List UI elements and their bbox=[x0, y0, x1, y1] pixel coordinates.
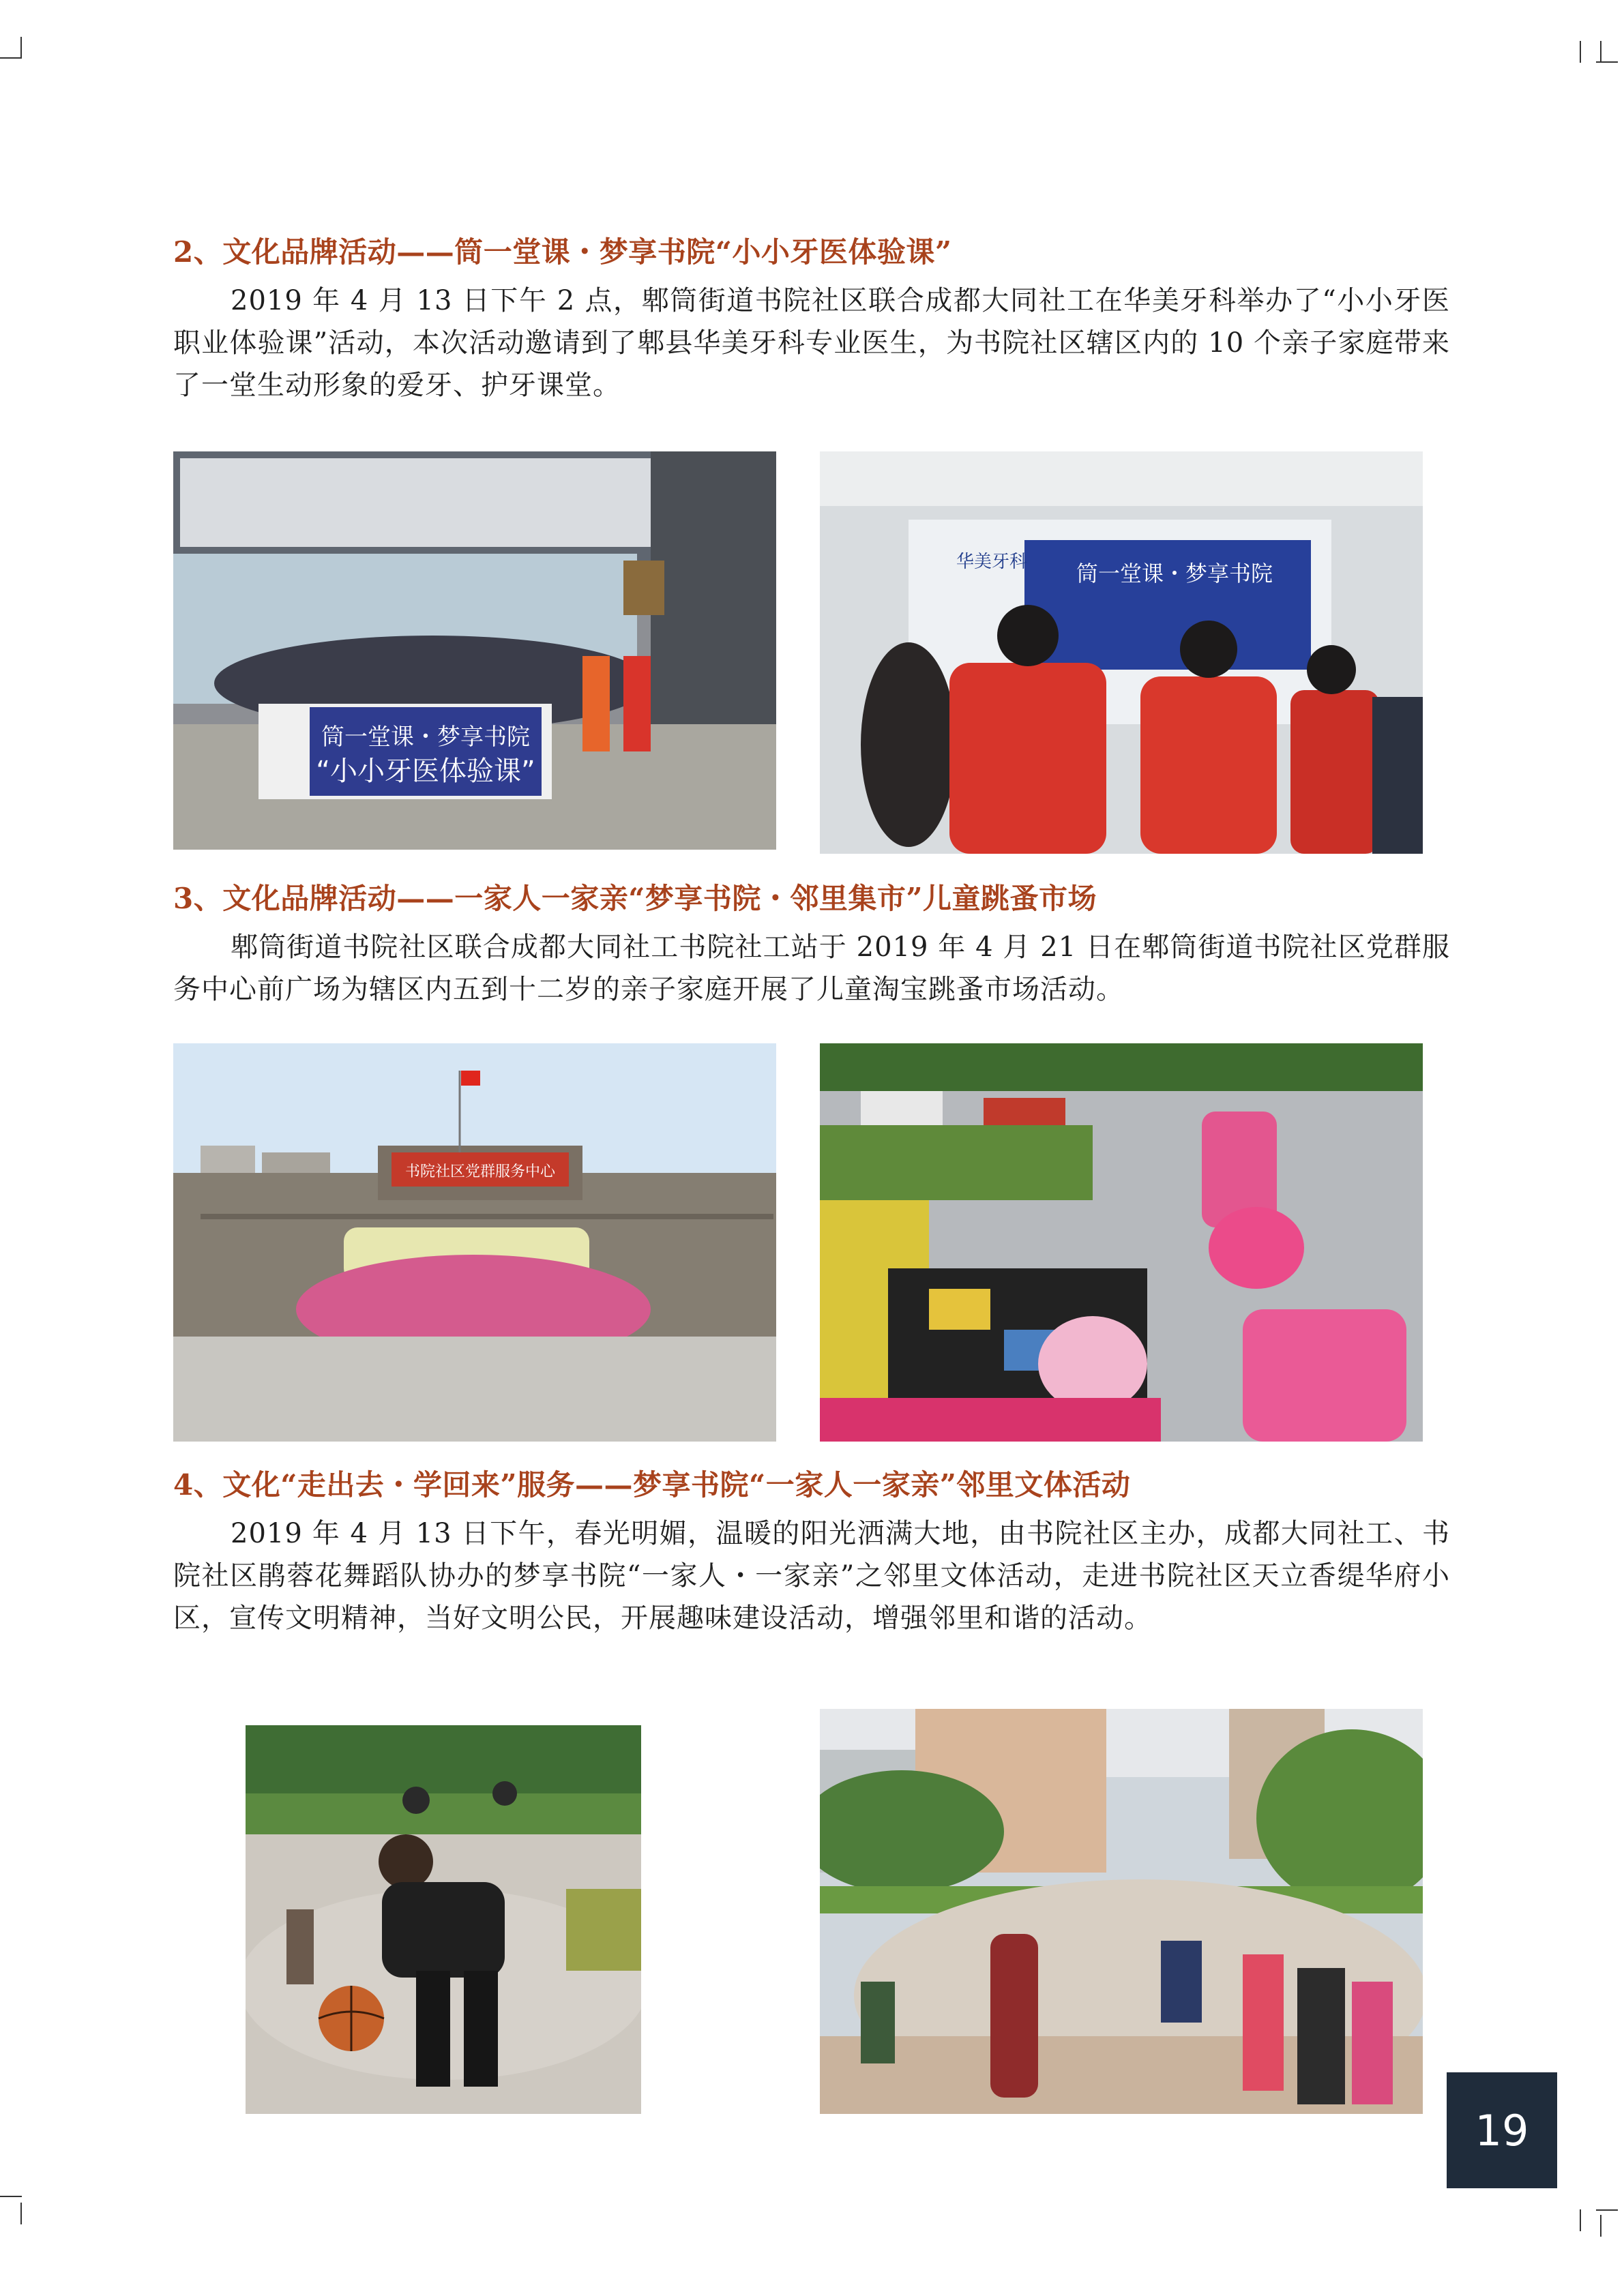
banner-line2: “小小牙医体验课” bbox=[316, 756, 535, 787]
section-paragraph: 2019 年 4 月 13 日下午 2 点，郫筒街道书院社区联合成都大同社工在华美牙科举办了“小小牙医职业体验课”活动，本次活动邀请到了郫县华美牙科专业医生，为书院社区辖区内的 10 个亲子家庭带来了一堂生动形象的爱牙、护牙课堂。 bbox=[173, 285, 1450, 401]
page-number: 19 bbox=[1447, 2072, 1557, 2188]
photo-flea-market-group bbox=[173, 1043, 776, 1442]
crop-mark-top-right bbox=[1576, 41, 1603, 68]
photo-dental-lecture bbox=[820, 451, 1423, 854]
photo-dental-group bbox=[173, 451, 776, 850]
crop-mark-bottom-left bbox=[0, 2196, 27, 2223]
photo-flea-market-stalls bbox=[820, 1043, 1423, 1442]
section-heading: 3、文化品牌活动——一家人一家亲“梦享书院・邻里集市”儿童跳蚤市场 bbox=[173, 882, 1097, 915]
section-heading: 4、文化“走出去・学回来”服务——梦享书院“一家人一家亲”邻里文体活动 bbox=[173, 1468, 1131, 1502]
screen-title: 筒一堂课・梦享书院 bbox=[1076, 561, 1273, 586]
crop-mark-top-left bbox=[0, 34, 27, 61]
banner-line1: 筒一堂课・梦享书院 bbox=[321, 724, 530, 751]
section-paragraph: 2019 年 4 月 13 日下午，春光明媚，温暖的阳光洒满大地，由书院社区主办，成都大同社工、书院社区鹃蓉花舞蹈队协办的梦享书院“一家人・一家亲”之邻里文体活动，走进书院社区天立香缇华府小区，宣传文明精神，当好文明公民，开展趣味建设活动，增强邻里和谐的活动。 bbox=[173, 1518, 1450, 1634]
section-dental-class bbox=[173, 232, 1450, 406]
photo-basketball-boy bbox=[246, 1725, 641, 2114]
clinic-sign: 华美牙科 bbox=[956, 552, 1028, 572]
section-paragraph: 郫筒街道书院社区联合成都大同社工书院社工站于 2019 年 4 月 21 日在郫筒街道书院社区党群服务中心前广场为辖区内五到十二岁的亲子家庭开展了儿童淘宝跳蚤市场活动。 bbox=[173, 931, 1450, 1005]
section-heading: 2、文化品牌活动——筒一堂课・梦享书院“小小牙医体验课” bbox=[173, 235, 952, 269]
section-flea-market bbox=[173, 878, 1450, 1011]
section-neighborhood-sports bbox=[173, 1465, 1450, 1639]
building-sign: 书院社区党群服务中心 bbox=[404, 1163, 556, 1180]
photo-square-dance bbox=[820, 1709, 1423, 2114]
crop-mark-bottom-right bbox=[1576, 2209, 1603, 2237]
